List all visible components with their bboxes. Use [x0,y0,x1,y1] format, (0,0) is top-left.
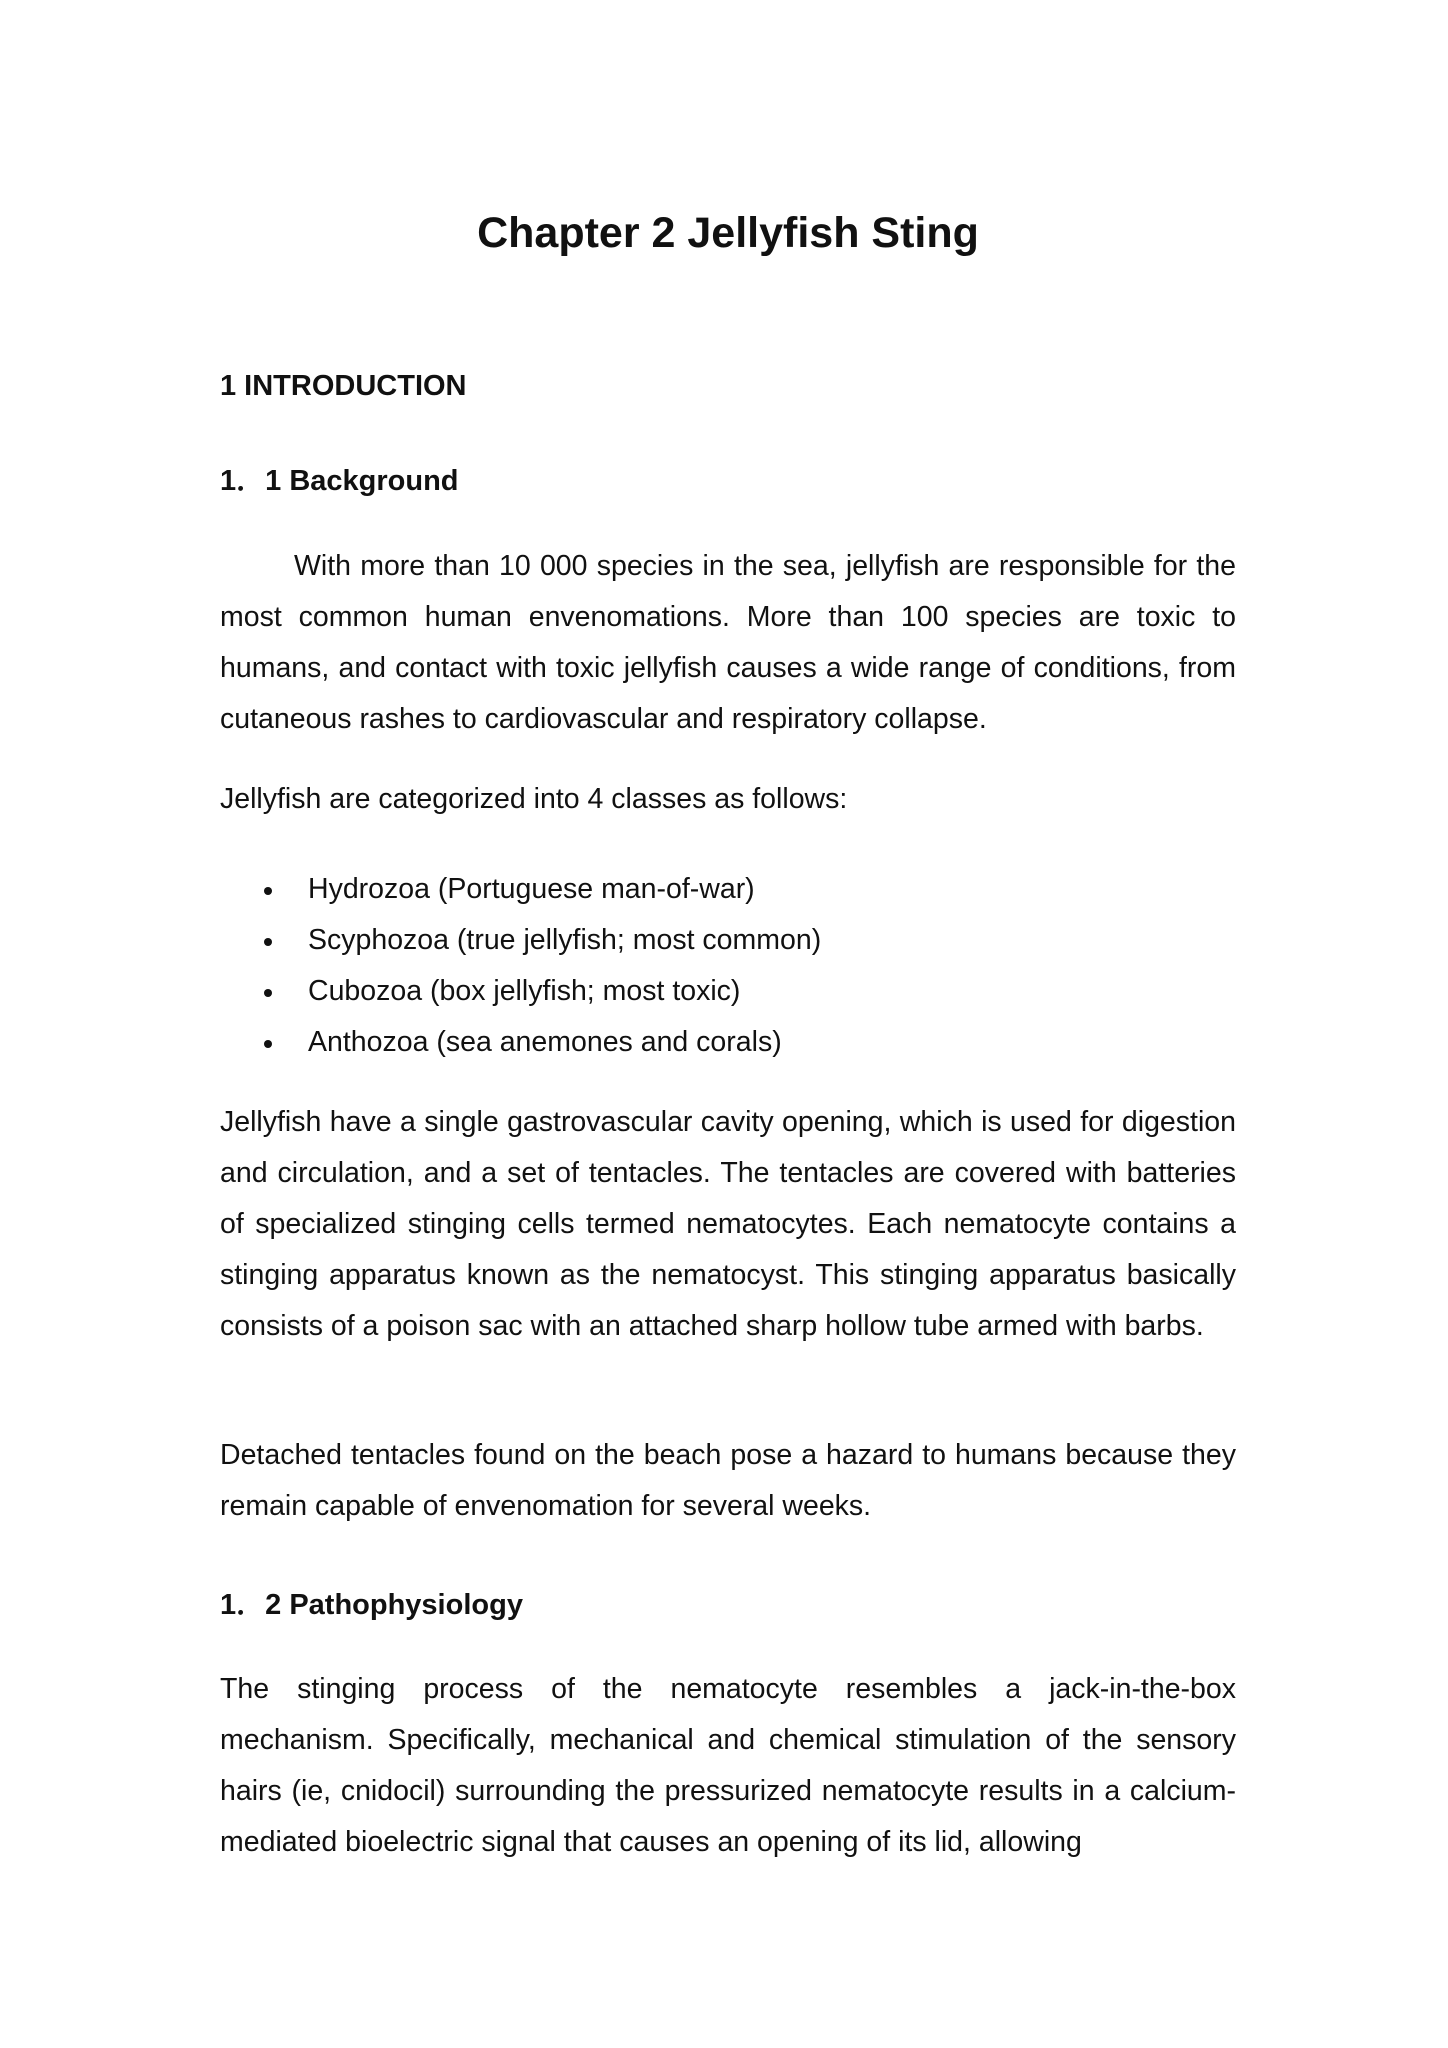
list-item-text: Cubozoa (box jellyfish; most toxic) [308,975,741,1007]
subsection-heading-pathophysiology: 1．2 Pathophysiology [220,1589,523,1621]
list-item-text: Scyphozoa (true jellyfish; most common) [308,924,822,956]
bullet-icon [264,989,272,997]
hazard-paragraph: Detached tentacles found on the beach pose a hazard to humans because they remain capable of envenomation for several weeks. [220,1439,1236,1522]
subsection-heading-background: 1．1 Background [220,465,459,497]
pathophysiology-paragraph: The stinging process of the nematocyte resembles a jack-in-the-box mechanism. Specifically, mechanical and chemical stimulation of the sensory hairs (ie, cnidocil) surrounding the pressurized nematocyte results in a calcium-mediated bioelectric signal that causes an opening of its lid, allowing [220,1673,1236,1858]
jellyfish-classes-list [220,864,1236,1068]
list-item [220,915,1236,966]
bullet-icon [264,1040,272,1048]
list-item [220,966,1236,1017]
section-heading-introduction: 1 INTRODUCTION [220,370,467,402]
list-item-text: Anthozoa (sea anemones and corals) [308,1026,782,1058]
background-intro-paragraph: With more than 10 000 species in the sea, jellyfish are responsible for the most common human envenomations. More than 100 species are toxic to humans, and contact with toxic jellyfish causes a wide range of conditions, from cutaneous rashes to cardiovascular and respiratory collapse. [220,550,1236,735]
anatomy-paragraph: Jellyfish have a single gastrovascular cavity opening, which is used for digestion and circulation, and a set of tentacles. The tentacles are covered with batteries of specialized stinging cells termed nematocytes. Each nematocyte contains a stinging apparatus known as the nematocyst. This stinging apparatus basically consists of a poison sac with an attached sharp hollow tube armed with barbs. [220,1106,1236,1342]
list-item [220,864,1236,915]
classes-intro-paragraph: Jellyfish are categorized into 4 classes as follows: [220,783,848,815]
list-item-text: Hydrozoa (Portuguese man-of-war) [308,873,755,905]
chapter-title: Chapter 2 Jellyfish Sting [477,209,979,257]
list-item [220,1017,1236,1068]
bullet-icon [264,887,272,895]
bullet-icon [264,938,272,946]
